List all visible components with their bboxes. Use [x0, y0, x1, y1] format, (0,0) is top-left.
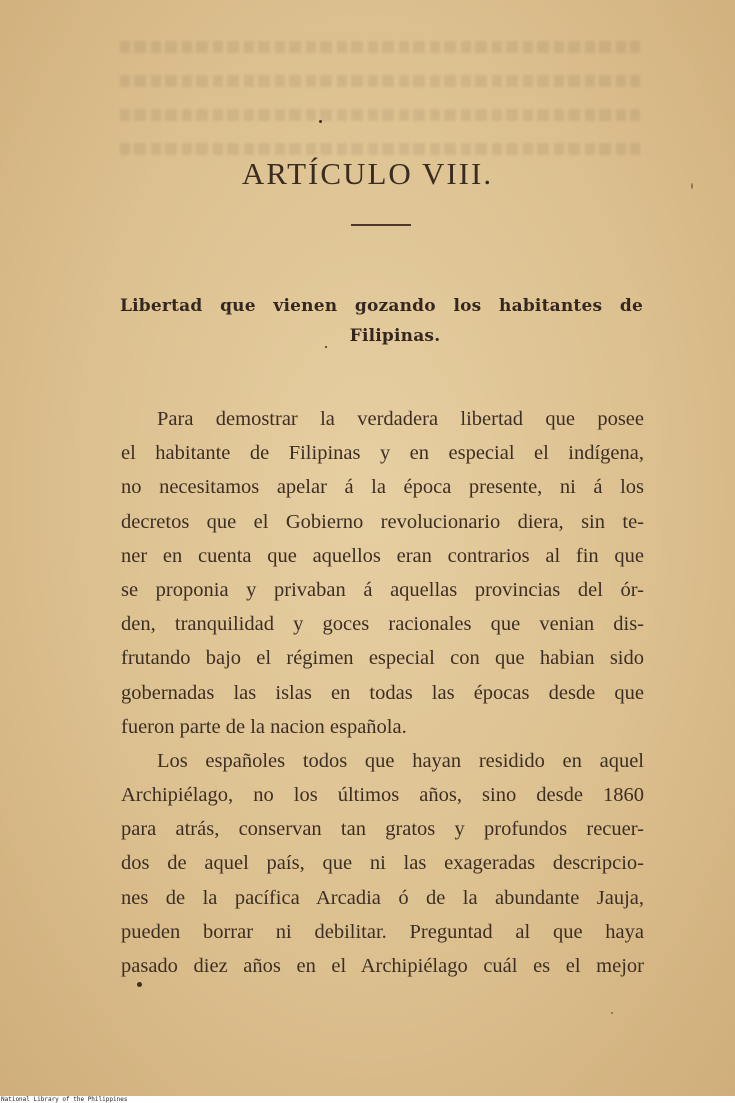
body-text — [121, 402, 644, 983]
heading-rule — [351, 224, 411, 226]
text-line: nes de la pacífica Arcadia ó de la abundante Jauja, — [121, 886, 644, 909]
text-line: gobernadas las islas en todas las épocas desde que — [121, 681, 644, 704]
text-line: Archipiélago, no los últimos años, sino desde 1860 — [121, 784, 644, 807]
article-subtitle — [110, 291, 660, 351]
text-line: dos de aquel país, que ni las exageradas descripcio- — [121, 852, 644, 875]
text-line: frutando bajo el régimen especial con que habian sido — [121, 647, 644, 670]
text-line: se proponia y privaban á aquellas provincias del ór- — [121, 578, 644, 601]
ink-speck — [611, 1012, 613, 1014]
article-heading: ARTÍCULO VIII. — [241, 156, 494, 191]
text-line: para atrás, conservan tan gratos y profundos recuer- — [121, 818, 644, 841]
subtitle-line: Filipinas. — [349, 326, 441, 346]
text-line: den, tranquilidad y goces racionales que venian dis- — [121, 613, 644, 636]
text-line: el habitante de Filipinas y en especial el indígena, — [121, 442, 644, 465]
subtitle-line: Libertad que vienen gozando los habitantes de — [120, 296, 643, 316]
text-line: pueden borrar ni debilitar. Preguntad al que haya — [121, 920, 644, 943]
text-line: Los españoles todos que hayan residido en aquel — [157, 749, 644, 772]
text-line: Para demostrar la verdadera libertad que posee — [157, 408, 644, 430]
ink-speck — [319, 120, 322, 123]
scan-credit: National Library of the Philippines — [0, 1096, 735, 1103]
text-line: ner en cuenta que aquellos eran contrarios al fin que — [121, 544, 644, 567]
text-line: pasado diez años en el Archipiélago cuál es el mejor — [121, 955, 644, 977]
ink-speck — [137, 982, 142, 987]
text-line: fueron parte de la nacion española. — [121, 715, 407, 738]
text-line: no necesitamos apelar á la época presente, ni á los — [121, 476, 644, 499]
text-line: decretos que el Gobierno revolucionario diera, sin te- — [121, 510, 644, 533]
